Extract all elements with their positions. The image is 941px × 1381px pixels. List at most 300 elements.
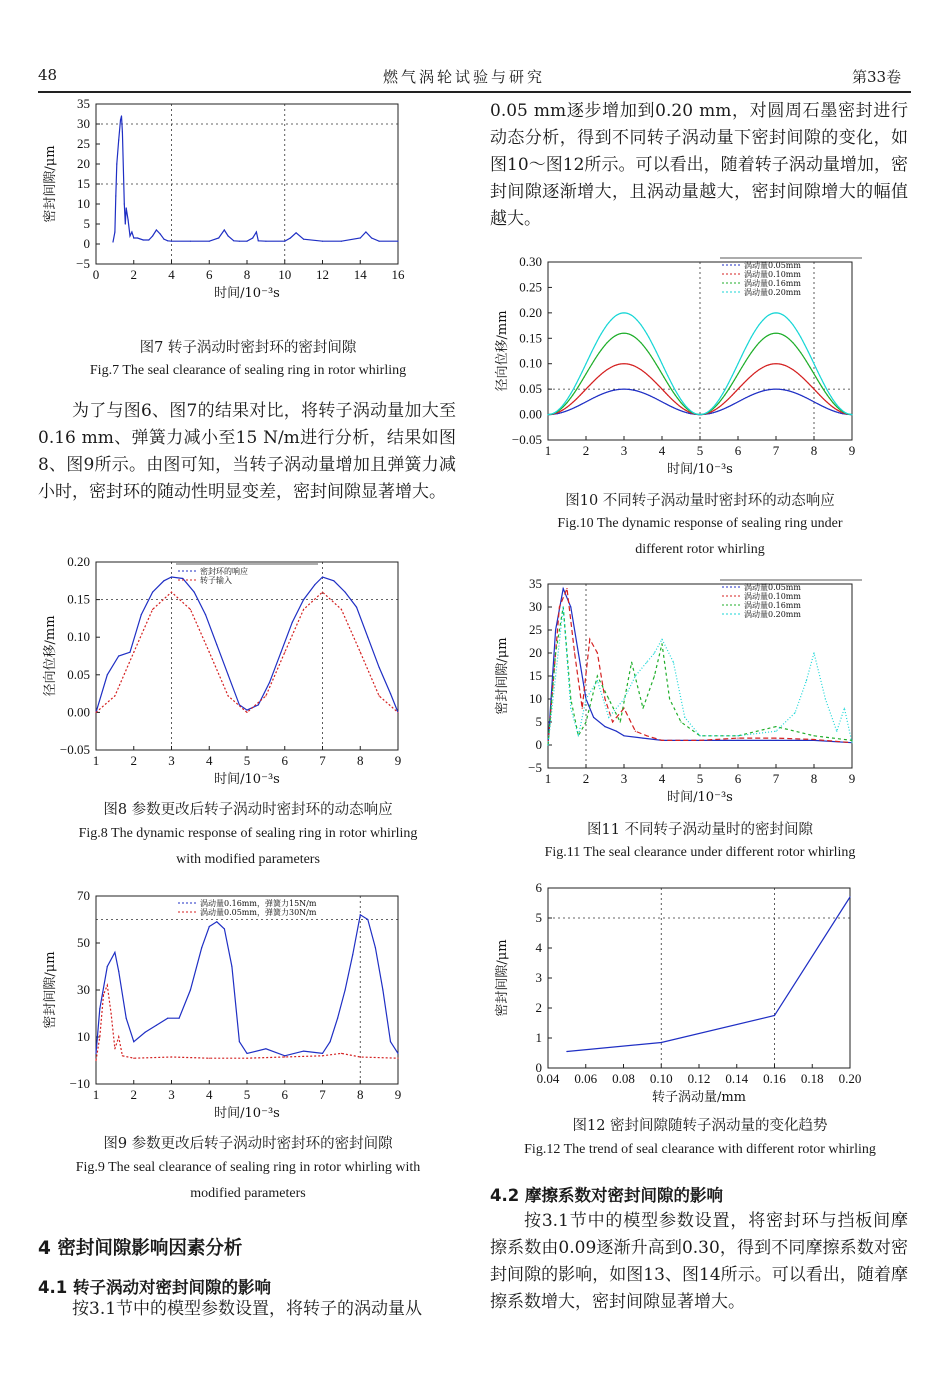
data-point [341, 1053, 342, 1054]
data-point [762, 339, 763, 340]
x-tick-label: 0.10 [649, 1071, 673, 1086]
x-tick-label: 16 [391, 267, 405, 282]
data-point [705, 413, 706, 414]
data-point [829, 397, 830, 398]
data-point [711, 408, 712, 409]
data-point [671, 406, 672, 407]
x-tick-label: 8 [357, 1087, 364, 1102]
data-point [775, 738, 776, 739]
data-point [775, 312, 776, 313]
data-point [559, 411, 560, 412]
data-point [810, 367, 811, 368]
data-point [345, 592, 346, 593]
data-point [593, 347, 594, 348]
data-point [760, 340, 761, 341]
y-tick-label: 30 [529, 599, 542, 614]
y-tick-label: −0.05 [59, 742, 90, 757]
data-point [810, 355, 811, 356]
data-point [637, 367, 638, 368]
data-point [775, 726, 776, 727]
data-point [601, 374, 602, 375]
data-point [265, 695, 266, 696]
data-point [118, 971, 119, 972]
left-paragraph-2 [38, 1296, 456, 1323]
data-point [635, 318, 636, 319]
data-point [584, 391, 585, 392]
data-point [686, 412, 687, 413]
data-point [337, 1018, 338, 1019]
data-point [713, 407, 714, 408]
y-tick-label: 0 [535, 1060, 542, 1075]
data-point [582, 371, 583, 372]
data-point [682, 402, 683, 403]
data-point [190, 989, 191, 990]
data-point [246, 710, 247, 711]
data-point [572, 390, 573, 391]
data-point [631, 335, 632, 336]
x-tick-label: 8 [810, 771, 818, 786]
data-point [642, 738, 643, 739]
data-point [764, 337, 765, 338]
data-point [673, 407, 674, 408]
data-point [622, 363, 623, 364]
data-point [565, 408, 566, 409]
x-tick-label: 9 [394, 753, 402, 768]
data-point [660, 387, 661, 388]
data-point [133, 1058, 134, 1059]
data-point [584, 377, 585, 378]
data-point [791, 340, 792, 341]
data-point [688, 413, 689, 414]
data-point [620, 333, 621, 334]
data-point [766, 336, 767, 337]
data-point [825, 386, 826, 387]
data-point [627, 333, 628, 334]
data-point [656, 364, 657, 365]
data-point [597, 377, 598, 378]
fig8-caption-en-1: Fig.8 The dynamic response of sealing ring in rotor whirling [78, 826, 418, 841]
x-tick-label: 3 [168, 753, 175, 768]
y-tick-label: 0 [83, 236, 90, 251]
data-point [631, 662, 632, 663]
data-point [810, 385, 811, 386]
data-point [644, 347, 645, 348]
data-point [637, 339, 638, 340]
data-point [228, 674, 229, 675]
data-point [566, 410, 567, 411]
data-point [644, 330, 645, 331]
data-point [322, 1053, 323, 1054]
data-point [812, 400, 813, 401]
data-point [806, 347, 807, 348]
data-point [397, 1058, 398, 1059]
data-point [603, 372, 604, 373]
data-point [760, 368, 761, 369]
data-point [639, 340, 640, 341]
data-point [190, 609, 191, 610]
y-tick-label: 4 [535, 940, 542, 955]
data-point [834, 402, 835, 403]
data-point [593, 381, 594, 382]
data-point [675, 408, 676, 409]
data-point [747, 344, 748, 345]
data-point [794, 392, 795, 393]
data-point [246, 1053, 247, 1054]
data-point [365, 231, 366, 232]
fig9-caption-en-1: Fig.9 The seal clearance of sealing ring in rotor whirling with [75, 1160, 421, 1175]
data-point [728, 389, 729, 390]
data-point [553, 413, 554, 414]
data-point [715, 404, 716, 405]
y-tick-label: 10 [77, 196, 90, 211]
data-point [646, 333, 647, 334]
data-point [785, 336, 786, 337]
data-point [834, 408, 835, 409]
legend [176, 896, 318, 918]
data-point [660, 400, 661, 401]
data-point [680, 402, 681, 403]
data-point [566, 407, 567, 408]
data-point [663, 367, 664, 368]
y-tick-label: 0.10 [67, 629, 90, 645]
data-point [832, 399, 833, 400]
y-tick-label: 35 [77, 96, 90, 111]
data-point [284, 1055, 285, 1056]
plot-frame [96, 896, 398, 1084]
data-point [622, 312, 623, 313]
data-point [603, 347, 604, 348]
data-point [838, 410, 839, 411]
data-point [585, 698, 586, 699]
data-point [589, 399, 590, 400]
data-point [648, 352, 649, 353]
data-point [736, 377, 737, 378]
data-point [834, 404, 835, 405]
data-point [802, 377, 803, 378]
data-point [736, 402, 737, 403]
data-point [618, 334, 619, 335]
data-point [709, 410, 710, 411]
x-tick-label: 4 [658, 443, 666, 458]
data-point [737, 373, 738, 374]
data-point [787, 318, 788, 319]
data-point [756, 345, 757, 346]
data-point [836, 412, 837, 413]
data-point [115, 195, 116, 196]
data-point [604, 371, 605, 372]
data-point [658, 399, 659, 400]
data-point [585, 363, 586, 364]
data-point [233, 240, 234, 241]
data-point [747, 396, 748, 397]
data-point [669, 405, 670, 406]
x-tick-label: 9 [394, 1087, 402, 1102]
data-point [760, 322, 761, 323]
data-point [770, 364, 771, 365]
fig7-chart [38, 96, 438, 330]
data-point [608, 368, 609, 369]
data-point [673, 400, 674, 401]
data-point [330, 1041, 331, 1042]
data-point [715, 412, 716, 413]
data-point [642, 392, 643, 393]
data-point [570, 708, 571, 709]
data-point [284, 1056, 285, 1057]
data-point [561, 412, 562, 413]
x-tick-label: 1 [544, 771, 552, 786]
data-point [804, 344, 805, 345]
y-axis-label: 径向位移/mm [495, 310, 510, 392]
data-point [572, 395, 573, 396]
data-point [252, 237, 253, 238]
fig9-caption-cn: 图9 参数更改后转子涡动时密封环的密封间隙 [103, 1136, 393, 1152]
legend-label: 涡动量0.20mm [744, 288, 801, 297]
data-point [593, 717, 594, 718]
data-point [578, 652, 579, 653]
data-point [679, 410, 680, 411]
fig10-caption-en-2: different rotor whirling [635, 542, 765, 557]
data-point [777, 363, 778, 364]
series-line-3 [548, 607, 852, 745]
data-point [390, 1041, 391, 1042]
data-point [724, 395, 725, 396]
data-point [817, 393, 818, 394]
data-point [129, 652, 130, 653]
data-point [642, 345, 643, 346]
data-point [684, 406, 685, 407]
data-point [280, 652, 281, 653]
data-point [812, 387, 813, 388]
data-point [810, 399, 811, 400]
data-point [739, 370, 740, 371]
data-point [756, 392, 757, 393]
data-point [231, 966, 232, 967]
data-point [832, 402, 833, 403]
data-point [642, 327, 643, 328]
data-point [777, 312, 778, 313]
data-point [606, 324, 607, 325]
data-point [390, 693, 391, 694]
data-point [823, 398, 824, 399]
legend-label: 涡动量0.10mm [744, 270, 801, 279]
data-point [844, 412, 845, 413]
data-point [570, 409, 571, 410]
data-point [652, 358, 653, 359]
data-point [610, 339, 611, 340]
data-point [648, 375, 649, 376]
data-point [116, 163, 117, 164]
data-point [190, 241, 191, 242]
x-tick-label: 7 [772, 771, 780, 786]
y-tick-label: 0.20 [67, 554, 90, 569]
data-point [836, 731, 837, 732]
data-point [813, 735, 814, 736]
data-point [675, 402, 676, 403]
series-line-1 [96, 577, 398, 712]
fig7-svg [38, 96, 438, 330]
data-point [574, 652, 575, 653]
data-point [614, 390, 615, 391]
data-point [582, 380, 583, 381]
data-point [717, 411, 718, 412]
series-line-1 [548, 589, 852, 745]
data-point [831, 396, 832, 397]
data-point [627, 389, 628, 390]
data-point [585, 721, 586, 722]
series-line-1 [567, 897, 850, 1052]
data-point [616, 364, 617, 365]
data-point [751, 352, 752, 353]
data-point [768, 335, 769, 336]
data-point [99, 1036, 100, 1037]
data-point [686, 410, 687, 411]
y-tick-label: 6 [535, 880, 542, 895]
data-point [296, 232, 297, 233]
journal-title: 燃气涡轮试验与研究 [383, 68, 546, 86]
data-point [730, 386, 731, 387]
data-point [813, 401, 814, 402]
y-tick-label: 20 [529, 645, 542, 660]
data-point [559, 606, 560, 607]
data-point [608, 698, 609, 699]
data-point [585, 373, 586, 374]
data-point [631, 315, 632, 316]
right-paragraph-1 [490, 98, 908, 233]
data-point [618, 364, 619, 365]
data-point [578, 386, 579, 387]
data-point [587, 387, 588, 388]
data-point [265, 1048, 266, 1049]
data-point [787, 390, 788, 391]
y-tick-label: 15 [529, 668, 542, 683]
series-line-4 [548, 607, 852, 745]
data-point [597, 652, 598, 653]
data-point [827, 402, 828, 403]
data-point [114, 231, 115, 232]
data-point [224, 229, 225, 230]
x-tick-label: 0 [92, 267, 100, 282]
data-point [743, 383, 744, 384]
data-point [827, 390, 828, 391]
data-point [360, 1056, 361, 1057]
data-point [789, 390, 790, 391]
data-point [568, 400, 569, 401]
data-point [587, 400, 588, 401]
x-tick-label: 1 [92, 753, 100, 768]
data-point [851, 742, 852, 743]
y-tick-label: 70 [77, 888, 90, 903]
data-point [143, 239, 144, 240]
data-point [650, 355, 651, 356]
legend-label: 涡动量0.20mm [744, 610, 801, 619]
data-point [114, 695, 115, 696]
y-tick-label: 50 [77, 935, 90, 950]
data-point [724, 390, 725, 391]
data-point [679, 405, 680, 406]
data-point [827, 408, 828, 409]
data-point [549, 414, 550, 415]
data-point [639, 322, 640, 323]
y-axis-label: 密封间隙/μm [43, 145, 58, 223]
data-point [849, 896, 850, 897]
data-point [720, 396, 721, 397]
fig12-caption-cn: 图12 密封间隙随转子涡动量的变化趋势 [572, 1118, 828, 1134]
data-point [303, 1051, 304, 1052]
data-point [831, 410, 832, 411]
y-tick-label: 0.30 [519, 254, 542, 269]
data-point [582, 393, 583, 394]
data-point [182, 578, 183, 579]
data-point [620, 313, 621, 314]
data-point [775, 731, 776, 732]
data-point [124, 203, 125, 204]
data-point [555, 412, 556, 413]
data-point [661, 401, 662, 402]
data-point [595, 344, 596, 345]
data-point [692, 412, 693, 413]
data-point [379, 241, 380, 242]
data-point [284, 652, 285, 653]
legend-label: 涡动量0.16mm [744, 279, 801, 288]
data-point [352, 954, 353, 955]
data-point [322, 592, 323, 593]
data-point [671, 398, 672, 399]
data-point [827, 395, 828, 396]
data-point [314, 584, 315, 585]
data-point [563, 409, 564, 410]
data-point [568, 410, 569, 411]
data-point [840, 408, 841, 409]
data-point [813, 389, 814, 390]
data-point [610, 390, 611, 391]
data-point [734, 371, 735, 372]
data-point [819, 395, 820, 396]
data-point [756, 371, 757, 372]
data-point [603, 393, 604, 394]
data-point [680, 410, 681, 411]
data-point [665, 371, 666, 372]
data-point [599, 337, 600, 338]
data-point [783, 389, 784, 390]
x-tick-label: 3 [620, 771, 628, 786]
data-point [758, 369, 759, 370]
data-point [559, 413, 560, 414]
data-point [114, 952, 115, 953]
data-point [107, 966, 108, 967]
data-point [639, 391, 640, 392]
data-point [239, 241, 240, 242]
data-point [644, 393, 645, 394]
data-point [669, 386, 670, 387]
x-tick-label: 0.06 [574, 1071, 598, 1086]
data-point [239, 1041, 240, 1042]
data-point [216, 644, 217, 645]
data-point [623, 698, 624, 699]
data-point [834, 411, 835, 412]
data-point [566, 402, 567, 403]
data-point [656, 398, 657, 399]
data-point [171, 241, 172, 242]
data-point [126, 207, 127, 208]
data-point [642, 371, 643, 372]
data-point [559, 408, 560, 409]
data-point [753, 374, 754, 375]
data-point [639, 368, 640, 369]
data-point [699, 414, 700, 415]
data-point [755, 372, 756, 373]
data-point [95, 1053, 96, 1054]
data-point [595, 358, 596, 359]
